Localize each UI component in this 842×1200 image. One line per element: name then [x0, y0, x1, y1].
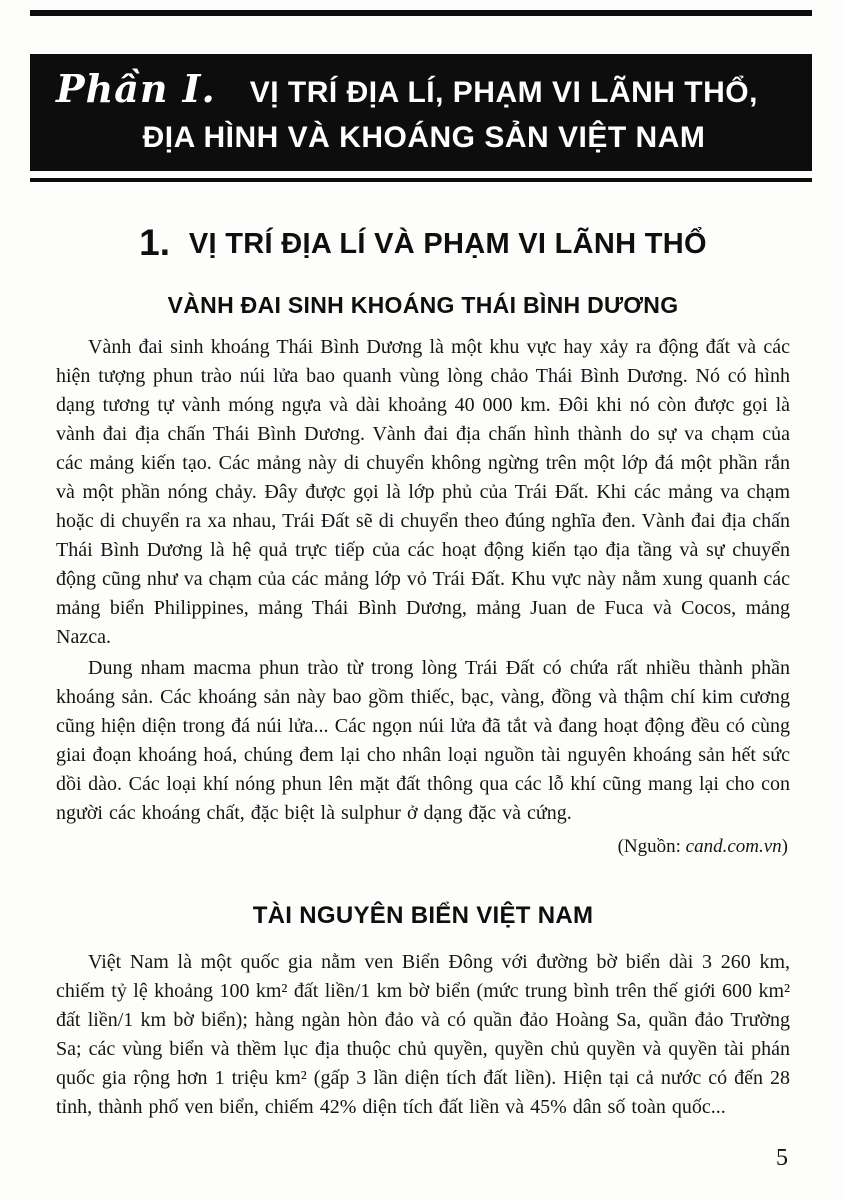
section-heading — [56, 222, 790, 264]
paragraph-ring-of-fire-1: Vành đai sinh khoáng Thái Bình Dương là một khu vực hay xảy ra động đất và các hiện tượng phun trào núi lửa bao quanh vùng lòng chảo Thái Bình Dương. Nó có hình dạng tương tự vành móng ngựa và dài khoảng 40 000 km. Đôi khi nó còn được gọi là vành đai địa chấn Thái Bình Dương. Vành đai địa chấn hình thành do sự va chạm của các mảng kiến tạo. Các mảng này di chuyển không ngừng trên một lớp đá một phần rắn và một phần nóng chảy. Đây được gọi là lớp phủ của Trái Đất. Khi các mảng va chạm hoặc di chuyển ra xa nhau, Trái Đất sẽ di chuyển theo đúng nghĩa đen. Vành đai địa chấn Thái Bình Dương là hệ quả trực tiếp của các hoạt động kiến tạo địa tầng và sự chuyển động cũng như va chạm của các mảng lớp vỏ Trái Đất. Khu vực này nằm xung quanh các mảng biển Philippines, mảng Thái Bình Dương, mảng Juan de Fuca và Cocos, mảng Nazca. — [56, 336, 790, 648]
attribution-source: cand.com.vn — [685, 836, 782, 857]
banner-title-line1: VỊ TRÍ ĐỊA LÍ, PHẠM VI LÃNH THỔ, — [249, 76, 758, 109]
attribution-suffix: ) — [781, 836, 788, 857]
part-label: Phần I. — [56, 66, 216, 111]
paragraph-ring-of-fire-2: Dung nham macma phun trào từ trong lòng Trái Đất có chứa rất nhiều thành phần khoáng sản. Các khoáng sản này bao gồm thiếc, bạc, vàng, đồng và thậm chí kim cương cũng hiện diện trong đá núi lửa... Các ngọn núi lửa đã tắt và đang hoạt động đều có cùng giai đoạn khoáng hoá, chúng đem lại cho nhân loại nguồn tài nguyên khoáng sản hết sức dồi dào. Các loại khí nóng phun lên mặt đất thông qua các lỗ khí cũng mang lại cho con người các khoáng chất, đặc biệt là sulphur ở dạng đặc và cứng. — [56, 657, 790, 824]
page-number: 5 — [776, 1145, 788, 1171]
subheading-tai-nguyen-bien: TÀI NGUYÊN BIỂN VIỆT NAM — [252, 902, 594, 929]
page-content — [56, 222, 790, 1122]
top-rule — [30, 10, 812, 16]
banner-underline — [30, 178, 812, 182]
banner-title-line2: ĐỊA HÌNH VÀ KHOÁNG SẢN VIỆT NAM — [142, 121, 706, 154]
paragraph-sea-resources: Việt Nam là một quốc gia nằm ven Biển Đông với đường bờ biển dài 3 260 km, chiếm tỷ lệ khoảng 100 km² đất liền/1 km bờ biển (mức trung bình trên thế giới 600 km² đất liền/1 km bờ biển); hàng ngàn hòn đảo và có quần đảo Hoàng Sa, quần đảo Trường Sa; các vùng biển và thềm lục địa thuộc chủ quyền, quyền chủ quyền và quyền tài phán quốc gia rộng hơn 1 triệu km² (gấp 3 lần diện tích đất liền). Hiện tại cả nước có đến 28 tỉnh, thành phố ven biển, chiếm 42% diện tích đất liền và 45% dân số toàn quốc... — [56, 951, 790, 1118]
source-attribution — [56, 836, 788, 858]
part-banner — [30, 54, 812, 171]
attribution-prefix: (Nguồn: — [617, 836, 686, 857]
section-title: VỊ TRÍ ĐỊA LÍ VÀ PHẠM VI LÃNH THỔ — [188, 228, 707, 260]
section-number: 1. — [139, 222, 170, 263]
banner-row — [56, 66, 792, 111]
subheading-vanh-dai-sinh-khoang: VÀNH ĐAI SINH KHOÁNG THÁI BÌNH DƯƠNG — [167, 292, 679, 318]
